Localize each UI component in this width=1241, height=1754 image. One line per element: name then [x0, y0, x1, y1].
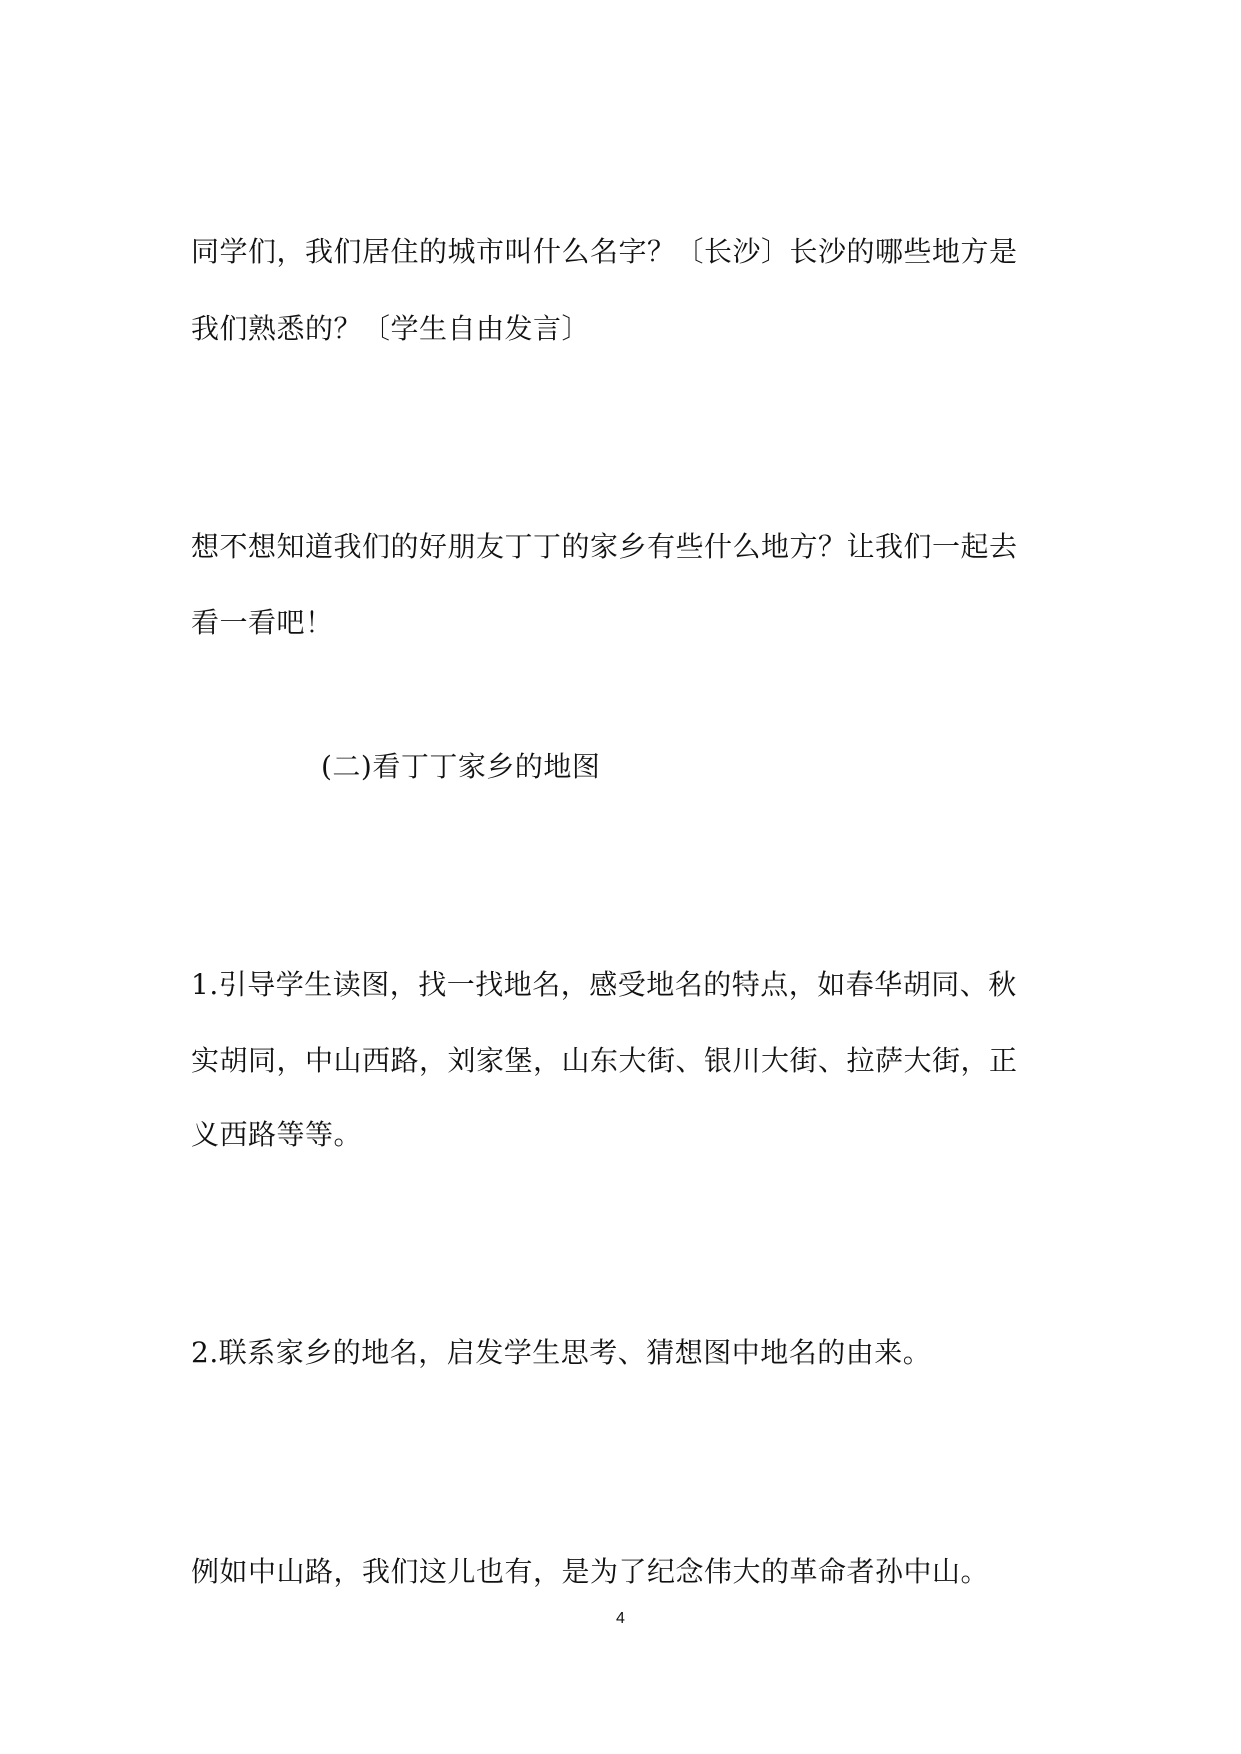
section-heading: (二)看丁丁家乡的地图 [321, 750, 601, 783]
paragraph-2-line-2: 看一看吧！ [191, 606, 334, 639]
page-number: 4 [616, 1610, 625, 1627]
paragraph-6-line-1: 例如中山路，我们这儿也有，是为了纪念伟大的革命者孙中山。 [191, 1555, 990, 1588]
paragraph-1-line-2: 我们熟悉的？〔学生自由发言〕 [191, 312, 591, 345]
paragraph-1-line-1: 同学们，我们居住的城市叫什么名字？〔长沙〕长沙的哪些地方是 [191, 235, 1018, 268]
paragraph-2-line-1: 想不想知道我们的好朋友丁丁的家乡有些什么地方？让我们一起去 [191, 530, 1018, 563]
paragraph-4-line-3: 义西路等等。 [191, 1118, 363, 1151]
paragraph-5-line-1: 2.联系家乡的地名，启发学生思考、猜想图中地名的由来。 [191, 1336, 932, 1369]
paragraph-4-line-1: 1.引导学生读图，找一找地名，感受地名的特点，如春华胡同、秋 [191, 968, 1017, 1001]
paragraph-4-line-2: 实胡同，中山西路，刘家堡，山东大街、银川大街、拉萨大街，正 [191, 1044, 1018, 1077]
